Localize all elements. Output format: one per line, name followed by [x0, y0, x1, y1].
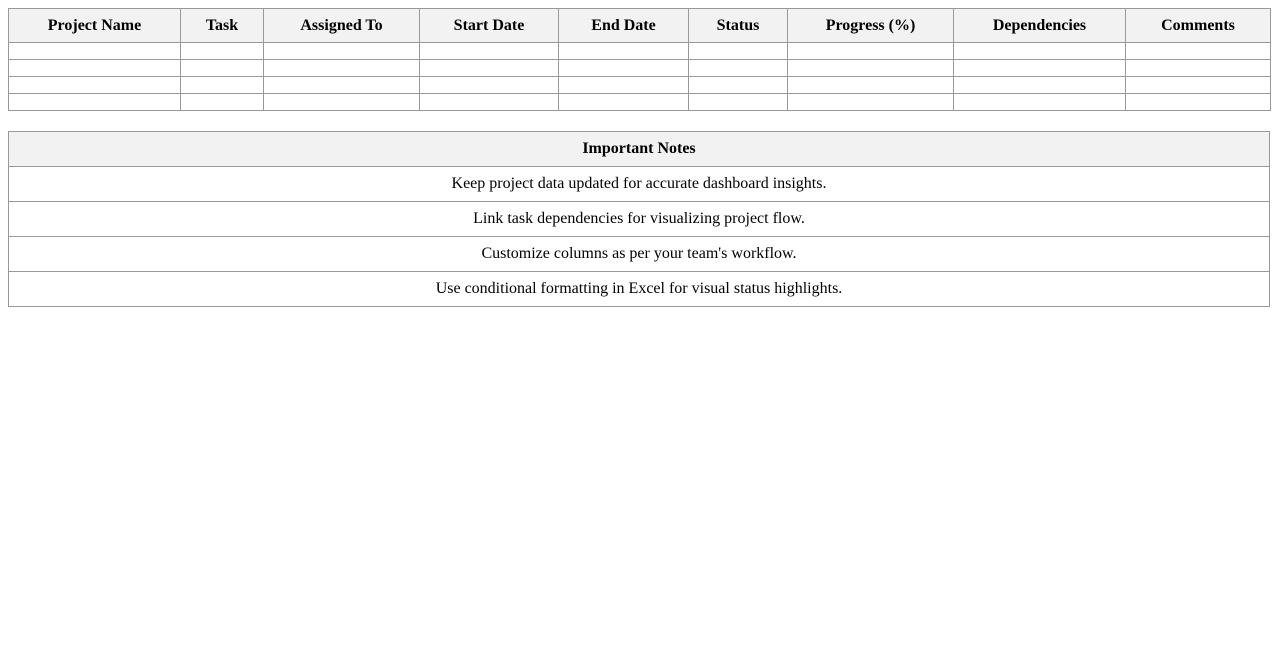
- table-row: [9, 43, 1271, 60]
- table-cell[interactable]: [689, 60, 788, 77]
- table-cell[interactable]: [420, 60, 559, 77]
- table-cell[interactable]: [954, 60, 1126, 77]
- column-header-task: Task: [181, 9, 264, 43]
- column-header-project-name: Project Name: [9, 9, 181, 43]
- list-item: [9, 272, 1270, 307]
- header-row: [9, 9, 1271, 43]
- table-cell[interactable]: [420, 43, 559, 60]
- column-header-progress: Progress (%): [788, 9, 954, 43]
- table-cell[interactable]: [689, 77, 788, 94]
- column-header-end-date: End Date: [559, 9, 689, 43]
- note-text: Customize columns as per your team's workflow.: [9, 237, 1270, 272]
- table-cell[interactable]: [559, 60, 689, 77]
- table-cell[interactable]: [788, 77, 954, 94]
- important-notes-table: [8, 131, 1270, 307]
- table-cell[interactable]: [9, 94, 181, 111]
- table-cell[interactable]: [181, 77, 264, 94]
- table-cell[interactable]: [181, 60, 264, 77]
- list-item: [9, 237, 1270, 272]
- table-cell[interactable]: [1126, 94, 1271, 111]
- table-cell[interactable]: [559, 94, 689, 111]
- column-header-status: Status: [689, 9, 788, 43]
- project-tracker-table: [8, 8, 1271, 111]
- table-cell[interactable]: [420, 94, 559, 111]
- table-cell[interactable]: [1126, 43, 1271, 60]
- column-header-dependencies: Dependencies: [954, 9, 1126, 43]
- note-text: Link task dependencies for visualizing project flow.: [9, 202, 1270, 237]
- note-text: Keep project data updated for accurate dashboard insights.: [9, 167, 1270, 202]
- table-row: [9, 77, 1271, 94]
- table-cell[interactable]: [1126, 77, 1271, 94]
- page: [0, 0, 1278, 315]
- table-cell[interactable]: [788, 94, 954, 111]
- list-item: [9, 167, 1270, 202]
- table-row: [9, 94, 1271, 111]
- table-cell[interactable]: [9, 43, 181, 60]
- table-cell[interactable]: [181, 94, 264, 111]
- table-cell[interactable]: [420, 77, 559, 94]
- table-cell[interactable]: [559, 77, 689, 94]
- table-cell[interactable]: [788, 60, 954, 77]
- table-cell[interactable]: [181, 43, 264, 60]
- column-header-start-date: Start Date: [420, 9, 559, 43]
- table-cell[interactable]: [1126, 60, 1271, 77]
- list-item: [9, 202, 1270, 237]
- notes-title: Important Notes: [9, 132, 1270, 167]
- table-cell[interactable]: [689, 43, 788, 60]
- notes-header-row: [9, 132, 1270, 167]
- table-cell[interactable]: [954, 77, 1126, 94]
- table-cell[interactable]: [264, 60, 420, 77]
- table-cell[interactable]: [689, 94, 788, 111]
- table-cell[interactable]: [264, 43, 420, 60]
- note-text: Use conditional formatting in Excel for visual status highlights.: [9, 272, 1270, 307]
- table-cell[interactable]: [954, 43, 1126, 60]
- column-header-comments: Comments: [1126, 9, 1271, 43]
- table-cell[interactable]: [264, 77, 420, 94]
- table-cell[interactable]: [264, 94, 420, 111]
- table-row: [9, 60, 1271, 77]
- table-cell[interactable]: [559, 43, 689, 60]
- table-cell[interactable]: [954, 94, 1126, 111]
- table-cell[interactable]: [788, 43, 954, 60]
- table-cell[interactable]: [9, 60, 181, 77]
- table-cell[interactable]: [9, 77, 181, 94]
- column-header-assigned-to: Assigned To: [264, 9, 420, 43]
